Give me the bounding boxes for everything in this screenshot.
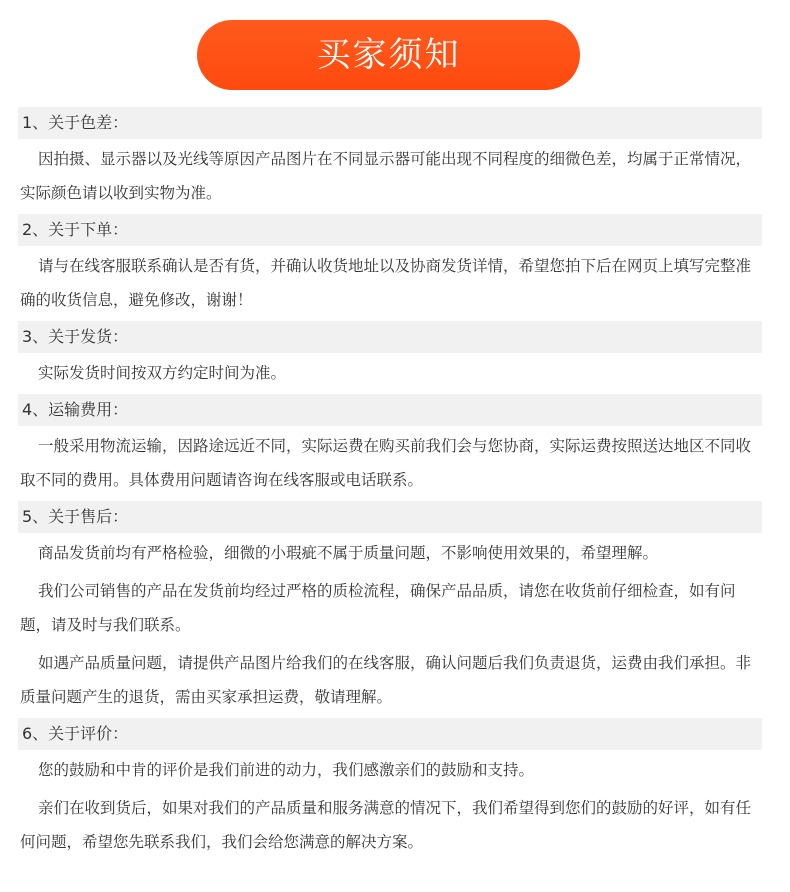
section-shipping xyxy=(18,321,762,390)
section-paragraph: 因拍摄、显示器以及光线等原因产品图片在不同显示器可能出现不同程度的细微色差，均属于正常情况，实际颜色请以收到实物为准。 xyxy=(20,150,752,202)
section-paragraph: 实际发货时间按双方约定时间为准。 xyxy=(38,364,287,382)
section-heading: 6、关于评价： xyxy=(18,718,762,750)
section-freight-cost xyxy=(18,394,762,497)
section-paragraph: 请与在线客服联系确认是否有货，并确认收货地址以及协商发货详情，希望您拍下后在网页上填写完整准确的收货信息，避免修改，谢谢！ xyxy=(20,257,752,309)
notice-content xyxy=(18,107,762,863)
section-after-sales xyxy=(18,501,762,714)
section-paragraph: 亲们在收到货后，如果对我们的产品质量和服务满意的情况下，我们希望得到您们的鼓励的好评，如有任何问题，希望您先联系我们，我们会给您满意的解决方案。 xyxy=(20,799,752,851)
page-title: 买家须知 xyxy=(197,20,580,90)
section-reviews xyxy=(18,718,762,859)
section-paragraph: 我们公司销售的产品在发货前均经过严格的质检流程，确保产品品质，请您在收货前仔细检查，如有问题，请及时与我们联系。 xyxy=(20,582,736,634)
section-paragraph: 商品发货前均有严格检验，细微的小瑕疵不属于质量问题，不影响使用效果的，希望理解。 xyxy=(38,544,659,562)
section-heading: 3、关于发货： xyxy=(18,321,762,353)
section-heading: 5、关于售后： xyxy=(18,501,762,533)
section-paragraph: 如遇产品质量问题，请提供产品图片给我们的在线客服，确认问题后我们负责退货，运费由我们承担。非质量问题产生的退货，需由买家承担运费，敬请理解。 xyxy=(20,654,752,706)
section-paragraph: 一般采用物流运输，因路途远近不同，实际运费在购买前我们会与您协商，实际运费按照送达地区不同收取不同的费用。具体费用问题请咨询在线客服或电话联系。 xyxy=(20,437,752,489)
section-heading: 2、关于下单： xyxy=(18,214,762,246)
section-heading: 1、关于色差： xyxy=(18,107,762,139)
section-ordering xyxy=(18,214,762,317)
section-paragraph: 您的鼓励和中肯的评价是我们前进的动力，我们感激亲们的鼓励和支持。 xyxy=(38,761,535,779)
section-heading: 4、运输费用： xyxy=(18,394,762,426)
section-color-difference xyxy=(18,107,762,210)
